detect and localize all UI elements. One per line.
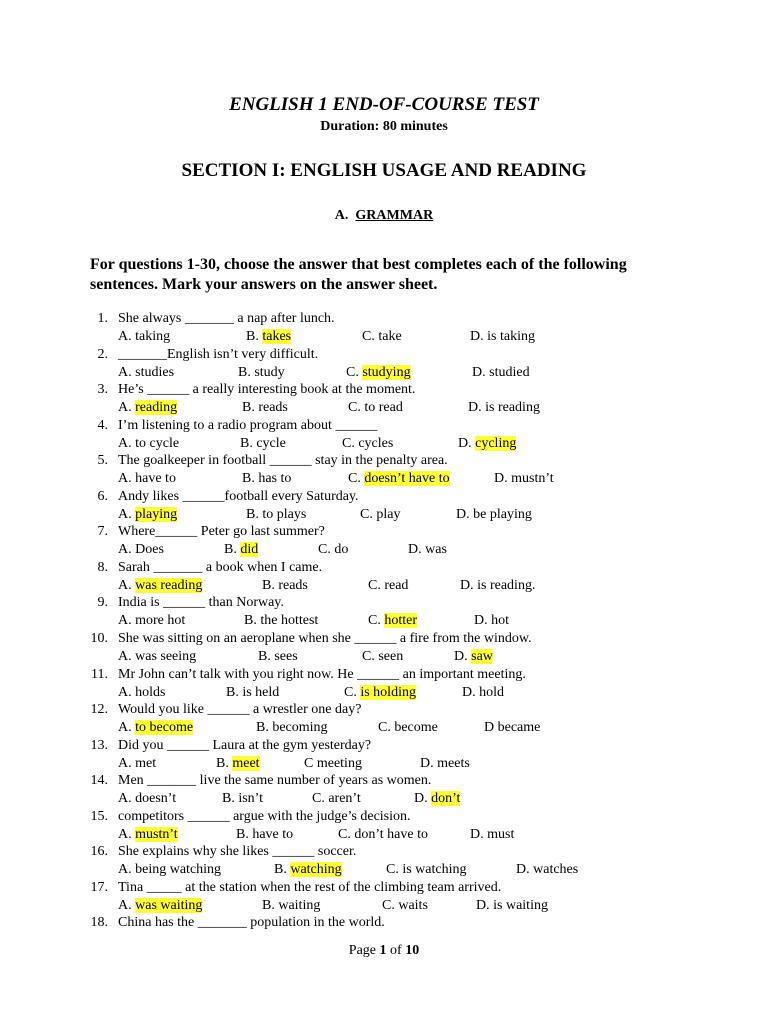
question-11-options [0,684,768,702]
answer-option [274,861,342,879]
option-text: was seeing [135,649,197,664]
option-text-highlighted: hotter [384,613,417,628]
question-6-options [0,506,768,524]
option-text: read [384,578,409,593]
answer-option [454,648,493,666]
option-letter: C. [338,827,351,842]
option-text: reads [258,400,288,415]
answer-option [470,328,535,346]
question-number: 11. [91,667,108,682]
option-text: have to [252,827,294,842]
option-text-highlighted: was reading [135,578,203,593]
answer-option [224,541,258,559]
answer-option [368,577,408,595]
option-letter: D. [414,791,428,806]
question-stem: Tina _____ at the station when the rest of the climbing team arrived. [118,880,502,895]
option-text: to read [364,400,403,415]
option-letter: B. [274,862,287,877]
option-letter: D. [494,471,508,486]
answer-option [222,790,263,808]
answer-option [304,755,362,773]
answer-option [458,435,516,453]
option-text: don’t have to [354,827,428,842]
question-stem: Where______ Peter go last summer? [118,524,325,539]
option-letter: D. [462,685,476,700]
question-7 [0,523,768,541]
option-letter: A. [118,756,132,771]
option-text: doesn’t [135,791,177,806]
option-text-highlighted: takes [262,329,292,344]
question-15-options [0,826,768,844]
answer-option [118,755,156,773]
question-number: 6. [97,489,108,504]
option-letter: A. [118,898,132,913]
option-text: meets [437,756,470,771]
option-letter: B. [262,578,275,593]
question-12-options [0,719,768,737]
option-text-highlighted: doesn’t have to [364,471,450,486]
option-text-highlighted: to become [135,720,194,735]
option-text: waits [398,898,428,913]
answer-option [118,826,178,844]
question-14 [0,772,768,790]
question-number: 18. [90,915,108,930]
question-stem: Men _______ live the same number of years as women. [118,773,432,788]
option-text: studied [489,365,530,380]
answer-option [348,399,403,417]
answer-option [242,399,288,417]
question-8 [0,559,768,577]
question-15 [0,808,768,826]
option-letter: C. [362,649,375,664]
answer-option [472,364,530,382]
option-letter: C. [312,791,325,806]
option-text-highlighted: watching [290,862,342,877]
answer-option [476,897,548,915]
question-stem: _______English isn’t very difficult. [118,347,319,362]
option-letter: B. [236,827,249,842]
question-number: 12. [90,702,108,717]
question-number: 14. [90,773,108,788]
answer-option [368,612,417,630]
option-letter: C. [382,898,395,913]
answer-option [118,328,170,346]
option-letter: B. [222,791,235,806]
question-number: 9. [97,595,108,610]
question-2 [0,346,768,364]
answer-option [246,506,306,524]
option-letter: C. [348,400,361,415]
option-text: hold [479,685,505,700]
option-text: is reading. [477,578,536,593]
question-stem: China has the _______ population in the world. [118,915,385,930]
option-text-highlighted: reading [135,400,178,415]
question-number: 4. [97,418,108,433]
question-3 [0,381,768,399]
option-letter: A. [118,507,132,522]
option-letter: D. [470,827,484,842]
answer-option [318,541,348,559]
subsection-title: GRAMMAR [355,208,434,223]
answer-option [118,399,177,417]
answer-option [312,790,361,808]
option-letter: B. [238,365,251,380]
option-letter: C. [344,685,357,700]
question-stem: competitors ______ argue with the judge’s decision. [118,809,411,824]
page-word: Page [348,943,377,958]
option-text: waiting [278,898,321,913]
option-text: to plays [262,507,307,522]
answer-option [362,328,402,346]
question-stem: She was sitting on an aeroplane when she ______ a fire from the window. [118,631,532,646]
option-letter: C. [378,720,391,735]
answer-option [344,684,416,702]
question-16 [0,843,768,861]
answer-option [118,790,176,808]
answer-option [238,364,285,382]
option-text: has to [258,471,292,486]
option-text: met [135,756,157,771]
question-number: 2. [97,347,108,362]
option-letter: A. [118,578,132,593]
answer-option [468,399,540,417]
option-text: have to [135,471,176,486]
option-text: watches [533,862,579,877]
option-text: do [334,542,349,557]
option-letter: D. [474,613,488,628]
option-letter: B. [216,756,229,771]
answer-option [118,897,202,915]
option-text: taking [135,329,171,344]
option-text: cycles [358,436,394,451]
question-stem: Would you like ______ a wrestler one day? [118,702,362,717]
option-text: studies [135,365,175,380]
answer-option [382,897,428,915]
question-8-options [0,577,768,595]
option-text: is watching [402,862,467,877]
question-number: 8. [97,560,108,575]
answer-option [360,506,400,524]
option-letter: D. [476,898,490,913]
answer-option [244,612,318,630]
page-current: 1 [379,943,387,958]
option-letter: A. [118,365,132,380]
option-letter: A. [118,400,132,415]
option-letter: C. [386,862,399,877]
question-number: 7. [97,524,108,539]
answer-option [118,435,179,453]
page-footer [0,942,768,960]
option-letter: C. [348,471,361,486]
option-text-highlighted: mustn’t [135,827,178,842]
answer-option [338,826,428,844]
option-letter: A. [118,613,132,628]
question-13 [0,737,768,755]
question-stem: I’m listening to a radio program about ______ [118,418,378,433]
option-letter: D. [470,329,484,344]
answer-option [470,826,514,844]
option-text: isn’t [238,791,263,806]
option-letter: B. [246,329,259,344]
option-text: sees [274,649,298,664]
option-letter: D [484,720,495,735]
answer-option [242,470,291,488]
option-letter: A. [118,827,132,842]
option-letter: A. [118,436,132,451]
question-13-options [0,755,768,773]
option-letter: C. [318,542,331,557]
option-text: become [394,720,438,735]
question-stem: He’s ______ a really interesting book at the moment. [118,382,416,397]
option-text: Does [135,542,164,557]
answer-option [118,861,221,879]
answer-option [262,577,308,595]
answer-option [118,364,174,382]
option-text: more hot [135,613,186,628]
question-number: 13. [90,738,108,753]
option-text: mustn’t [511,471,554,486]
question-18 [0,914,768,932]
answer-option [362,648,403,666]
answer-option [420,755,470,773]
option-text-highlighted: saw [471,649,493,664]
question-stem: She explains why she likes ______ soccer. [118,844,357,859]
question-12 [0,701,768,719]
option-letter: D. [468,400,482,415]
answer-option [348,470,450,488]
of-word: of [390,943,402,958]
option-text: to cycle [135,436,180,451]
answer-option [118,577,202,595]
question-stem: India is ______ than Norway. [118,595,284,610]
question-4-options [0,435,768,453]
answer-option [408,541,447,559]
option-letter: C. [346,365,359,380]
answer-option [494,470,554,488]
question-14-options [0,790,768,808]
option-text: holds [135,685,166,700]
question-5 [0,452,768,470]
question-stem: She always _______ a nap after lunch. [118,311,335,326]
option-text: reads [278,578,308,593]
option-letter: D. [420,756,434,771]
answer-option [118,719,193,737]
option-text: must [487,827,515,842]
option-letter: C [304,756,314,771]
option-letter: B. [256,720,269,735]
answer-option [456,506,532,524]
answer-option [414,790,460,808]
option-letter: C. [360,507,373,522]
question-stem: Sarah _______ a book when I came. [118,560,323,575]
question-stem: Andy likes ______football every Saturday. [118,489,359,504]
option-letter: A. [118,791,132,806]
answer-option [118,648,196,666]
option-letter: A. [118,649,132,664]
option-letter: D. [472,365,486,380]
question-9-options [0,612,768,630]
option-text: play [376,507,401,522]
option-text-highlighted: don’t [431,791,461,806]
question-5-options [0,470,768,488]
question-2-options [0,364,768,382]
answer-option [484,719,540,737]
instructions-text: For questions 1-30, choose the answer that best completes each of the following sentences. Mark your answers on the answer sheet. [90,256,627,293]
question-stem: Mr John can’t talk with you right now. He ______ an important meeting. [118,667,526,682]
option-letter: B. [242,471,255,486]
answer-option [240,435,286,453]
option-letter: B. [224,542,237,557]
option-text: aren’t [328,791,361,806]
option-text: meeting [316,756,362,771]
answer-option [118,506,177,524]
option-letter: D. [460,578,474,593]
answer-option [386,861,467,879]
answer-option [236,826,293,844]
question-stem: Did you ______ Laura at the gym yesterday? [118,738,372,753]
option-text: is reading [485,400,540,415]
answer-option [226,684,279,702]
answer-option [246,328,291,346]
question-1-options [0,328,768,346]
test-duration: Duration: 80 minutes [320,119,448,134]
answer-option [460,577,535,595]
option-text-highlighted: did [240,542,259,557]
option-text-highlighted: studying [362,365,411,380]
option-letter: A. [118,471,132,486]
question-stem: The goalkeeper in football ______ stay in the penalty area. [118,453,448,468]
option-letter: B. [246,507,259,522]
option-letter: A. [118,862,132,877]
option-text: seen [378,649,404,664]
question-4 [0,417,768,435]
option-letter: B. [258,649,271,664]
option-text: being watching [135,862,222,877]
answer-option [462,684,504,702]
option-letter: A. [118,542,132,557]
question-number: 15. [90,809,108,824]
option-text: is waiting [493,898,548,913]
option-text: cycle [256,436,286,451]
option-letter: A. [118,329,132,344]
question-9 [0,594,768,612]
answer-option [118,541,164,559]
question-10 [0,630,768,648]
question-10-options [0,648,768,666]
option-text-highlighted: is holding [360,685,416,700]
option-letter: D. [408,542,422,557]
option-letter: B. [242,400,255,415]
section-heading: SECTION I: ENGLISH USAGE AND READING [181,160,587,181]
test-title: ENGLISH 1 END-OF-COURSE TEST [229,94,539,115]
answer-option [474,612,509,630]
answer-option [118,684,165,702]
option-text-highlighted: meet [232,756,260,771]
subsection-letter: A. [334,208,349,223]
option-letter: D. [516,862,530,877]
option-letter: C. [342,436,355,451]
option-letter: C. [368,613,381,628]
option-letter: C. [362,329,375,344]
option-text: becoming [272,720,328,735]
option-text: was [425,542,447,557]
option-text-highlighted: was waiting [135,898,203,913]
question-16-options [0,861,768,879]
option-letter: A. [118,720,132,735]
option-letter: B. [262,898,275,913]
option-letter: B. [244,613,257,628]
question-3-options [0,399,768,417]
answer-option [516,861,578,879]
question-6 [0,488,768,506]
question-11 [0,666,768,684]
answer-option [342,435,393,453]
answer-option [118,470,176,488]
option-text: study [254,365,285,380]
option-letter: A. [118,685,132,700]
answer-option [256,719,328,737]
option-letter: C. [368,578,381,593]
question-number: 17. [90,880,108,895]
question-number: 10. [90,631,108,646]
subsection-heading [0,207,768,224]
answer-option [378,719,438,737]
option-text-highlighted: playing [135,507,178,522]
option-letter: D. [458,436,472,451]
question-number: 3. [97,382,108,397]
option-text: the hottest [260,613,319,628]
question-number: 5. [97,453,108,468]
answer-option [118,612,185,630]
option-text: is held [242,685,280,700]
answer-option [346,364,411,382]
option-text: hot [491,613,510,628]
answer-option [262,897,320,915]
option-letter: B. [226,685,239,700]
answer-option [216,755,260,773]
page-total: 10 [405,943,420,958]
option-text: take [378,329,402,344]
option-text: be playing [473,507,532,522]
option-letter: D. [456,507,470,522]
question-17-options [0,897,768,915]
answer-option [258,648,298,666]
question-1 [0,310,768,328]
question-number: 1. [97,311,108,326]
question-7-options [0,541,768,559]
option-letter: D. [454,649,468,664]
option-text-highlighted: cycling [475,436,517,451]
option-text: is taking [487,329,535,344]
question-number: 16. [90,844,108,859]
option-text: became [497,720,541,735]
question-17 [0,879,768,897]
option-letter: B. [240,436,253,451]
